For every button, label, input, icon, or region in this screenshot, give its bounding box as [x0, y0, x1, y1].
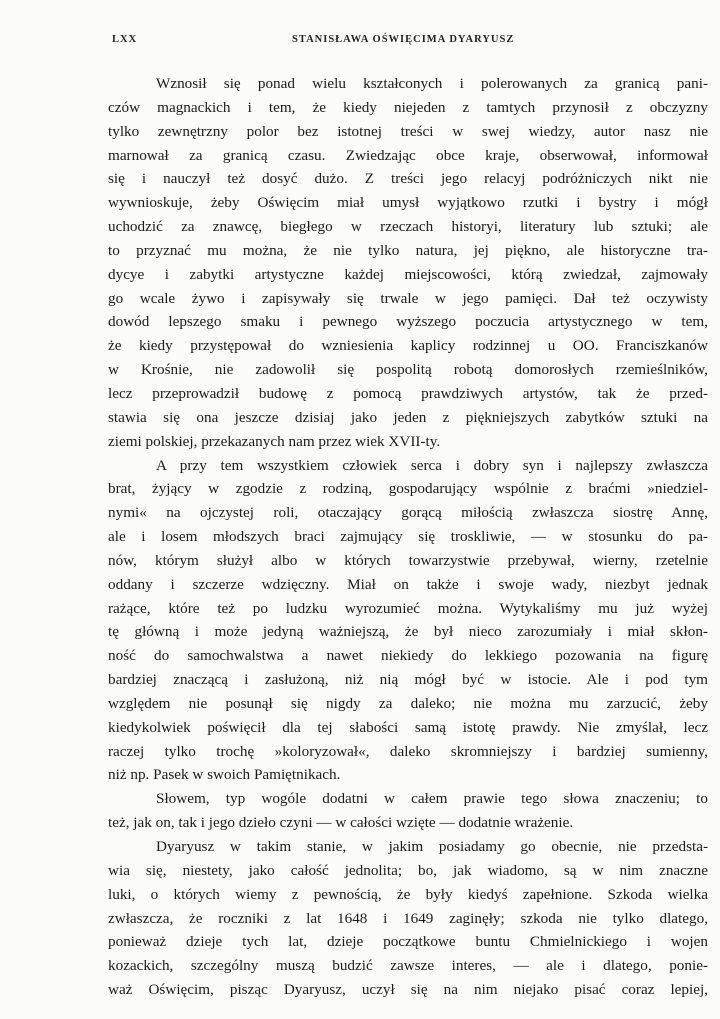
text-line: dowód lepszego smaku i pewnego wyższego poczucia artystycznego w tem,: [108, 313, 708, 331]
text-line: niż np. Pasek w swoich Pamiętnikach.: [108, 766, 341, 784]
text-line: rażące, które też po ludzku wyrozumieć można. Wytykaliśmy mu już wyżej: [108, 599, 708, 617]
text-line: bardziej znaczącą i zasłużoną, niż nią mógł być w istocie. Ale i pod tym: [108, 671, 708, 689]
running-title: STANISŁAWA OŚWIĘCIMA DYARYUSZ: [292, 34, 515, 45]
text-line: tę główną i może jedyną ważniejszą, że był nieco zarozumiały i miał skłon-: [108, 623, 708, 641]
text-line: oddany i szczerze wdzięczny. Miał on także i swoje wady, niezbyt jednak: [108, 575, 708, 593]
text-line: ność do samochwalstwa a nawet niekiedy do lekkiego pozowania na figurę: [108, 647, 708, 665]
text-line: ziemi polskiej, przekazanych nam przez wiek XVII-ty.: [108, 432, 441, 450]
text-line: waż Oświęcim, pisząc Dyaryusz, uczył się na nim niejako pisać coraz lepiej,: [108, 981, 708, 999]
text-line: Słowem, typ wogóle dodatni w całem prawie tego słowa znaczeniu; to: [156, 790, 708, 808]
text-line: nów, którym służył albo w których towarzystwie przebywał, wierny, rzetelnie: [108, 551, 708, 569]
text-line: że kiedy przystępował do wzniesienia kaplicy rodzinnej u OO. Franciszkanów: [108, 337, 708, 355]
text-line: wywnioskuje, żeby Oświęcim miał umysł wyjątkowo rzutki i bystry i mógł: [108, 194, 708, 212]
text-line: wia się, niestety, jako całość jednolita; bo, jak wiadomo, są w nim znaczne: [108, 861, 708, 879]
text-line: zwłaszcza, że roczniki z lat 1648 i 1649 zaginęły; szkoda nie tylko dlatego,: [108, 909, 708, 927]
text-line: też, jak on, tak i jego dzieło czyni — w całości wzięte — dodatnie wrażenie.: [108, 814, 574, 832]
text-line: kozackich, szczególny muszą budzić zawsze interes, — ale i dlatego, ponie-: [108, 957, 708, 975]
text-line: dycye i zabytki artystyczne każdej miejscowości, którą zwiedzał, zajmowały: [108, 265, 708, 283]
page-header: [112, 34, 708, 54]
text-line: marnował za granicą czasu. Zwiedzając obce kraje, obserwował, informował: [108, 146, 708, 164]
text-line: lecz przeprowadził budowę z pomocą prawdziwych artystów, tak że przed-: [108, 384, 708, 402]
text-line: A przy tem wszystkiem człowiek serca i dobry syn i najlepszy zwłaszcza: [156, 456, 708, 474]
text-line: czów magnackich i tem, że kiedy niejeden z tamtych przynosił z obczyzny: [108, 98, 708, 116]
text-line: raczej tylko trochę »koloryzował«, daleko skromniejszy i bardziej sumienny,: [108, 742, 708, 760]
text-line: się i nauczył też dosyć dużo. Z treści jego relacyj podróżniczych nikt nie: [108, 170, 708, 188]
text-line: Wznosił się ponad wielu kształconych i polerowanych za granicą pani-: [156, 75, 708, 92]
text-line: to przyznać mu można, że nie tylko natura, jej piękno, ale historyczne tra-: [108, 241, 708, 259]
text-line: nymi« na ojczystej roli, otaczający gorącą miłością zwłaszcza siostrę Annę,: [108, 504, 708, 522]
text-line: Dyaryusz w takim stanie, w jakim posiadamy go obecnie, nie przedsta-: [156, 838, 708, 855]
text-line: brat, żyjący w zgodzie z rodziną, gospodarujący wspólnie z braćmi »niedziel-: [108, 480, 708, 498]
text-line: ponieważ dzieje tych lat, dzieje początkowe buntu Chmielnickiego i wojen: [108, 933, 708, 951]
text-line: tylko zewnętrzny polor bez istotnej treści w swej wiedzy, autor nasz nie: [108, 122, 708, 140]
text-line: go wcale żywo i zapisywały się trwale w jego pamięci. Dał też oczywisty: [108, 289, 708, 307]
text-line: kiedykolwiek poświęcił dla tej słabości samą istotę prawdy. Nie zmyślał, lecz: [108, 718, 708, 736]
text-line: uchodzić za znawcę, biegłego w rzeczach historyi, literatury lub sztuki; ale: [108, 218, 708, 236]
text-line: luki, o których wiemy z pewnością, że były kiedyś zapełnione. Szkoda wielka: [108, 885, 708, 903]
page-number: LXX: [112, 34, 138, 45]
text-line: w Krośnie, nie zadowolił się pospolitą robotą domorosłych rzemieślników,: [108, 361, 708, 379]
text-line: stawia się ona jeszcze dzisiaj jako jeden z piękniejszych zabytków sztuki na: [108, 408, 708, 426]
text-line: ale i losem młodszych braci zajmujący się troskliwie, — w stosunku do pa-: [108, 528, 708, 546]
text-line: względem nie posunął się nigdy za daleko; nie można mu zarzucić, żeby: [108, 694, 708, 712]
body-text: [108, 72, 708, 1002]
